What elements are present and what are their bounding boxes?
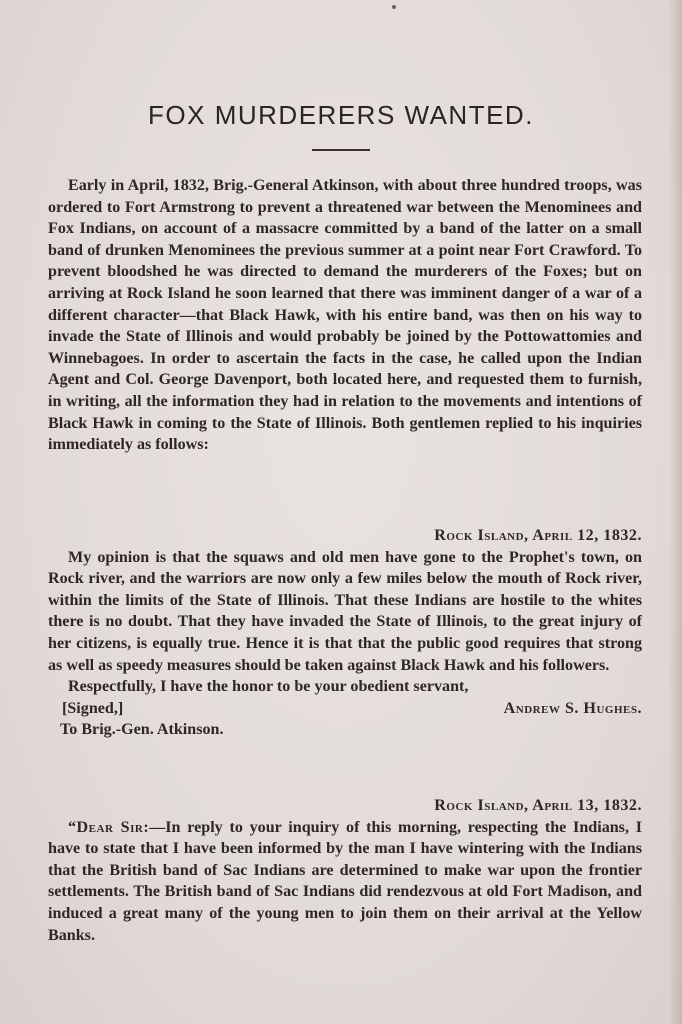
letter2-salutation: “Dear Sir: (68, 818, 150, 836)
page-title: FOX MURDERERS WANTED. (148, 100, 534, 130)
letter1-dateline: Rock Island, April 12, 1832. (434, 527, 642, 544)
letter1-signature: Andrew S. Hughes. (503, 699, 642, 717)
letter1-closing: Respectfully, I have the honor to be your obedient servant, (68, 678, 469, 696)
intro-section (48, 175, 642, 456)
letter1-signed: [Signed,] (62, 699, 124, 717)
letter2-paragraph (48, 817, 642, 947)
letter1-addressee: To Brig.-Gen. Atkinson. (60, 721, 224, 739)
title-divider (312, 149, 370, 151)
intro-paragraph: Early in April, 1832, Brig.-General Atkinson, with about three hundred troops, was ordered to Fort Armstrong to prevent a threatened war between the Menominees and Fox Indians, on account of a massacre committed by a band of the latter on a small band of drunken Menominees the previous summer at a point near Fort Crawford. To prevent bloodshed he was directed to demand the murderers of the Foxes; but on arriving at Rock Island he soon learned that there was imminent danger of a war of a different character—that Black Hawk, with his entire band, was then on his way to invade the State of Illinois and would probably be joined by the Pottowattomies and Winnebagoes. In order to ascertain the facts in the case, he called upon the Indian Agent and Col. George Davenport, both located here, and requested them to furnish, in writing, all the information they had in relation to the movements and intentions of Black Hawk in coming to the State of Illinois. Both gentlemen replied to his inquiries immediately as follows: (48, 177, 642, 454)
letter1-body: My opinion is that the squaws and old men have gone to the Prophet's town, on Rock river, and the warriors are now only a few miles below the mouth of Rock river, within the limits of the State of Illinois. That these Indians are hostile to the whites there is no doubt. That they have invaded the State of Illinois, to the great injury of her citizens, is equally true. Hence it is that that the public good requires that strong as well as speedy measures should be taken against Black Hawk and his followers. (48, 548, 642, 674)
letter2-body: —In reply to your inquiry of this morning, respecting the Indians, I have to state that I have been informed by the man I have wintering with the Indians that the British band of Sac Indians are determined to make war upon the frontier settlements. The British band of Sac Indians did rendezvous at old Fort Madison, and induced a great many of the young men to join them on their arrival at the Yellow Banks. (48, 818, 642, 944)
paper-speck (392, 5, 396, 9)
letter1-signature-row (48, 698, 642, 720)
letter-hughes (48, 525, 642, 741)
letter-davenport (48, 795, 642, 946)
letter2-dateline: Rock Island, April 13, 1832. (434, 797, 642, 814)
page-edge-shadow (668, 0, 682, 1024)
